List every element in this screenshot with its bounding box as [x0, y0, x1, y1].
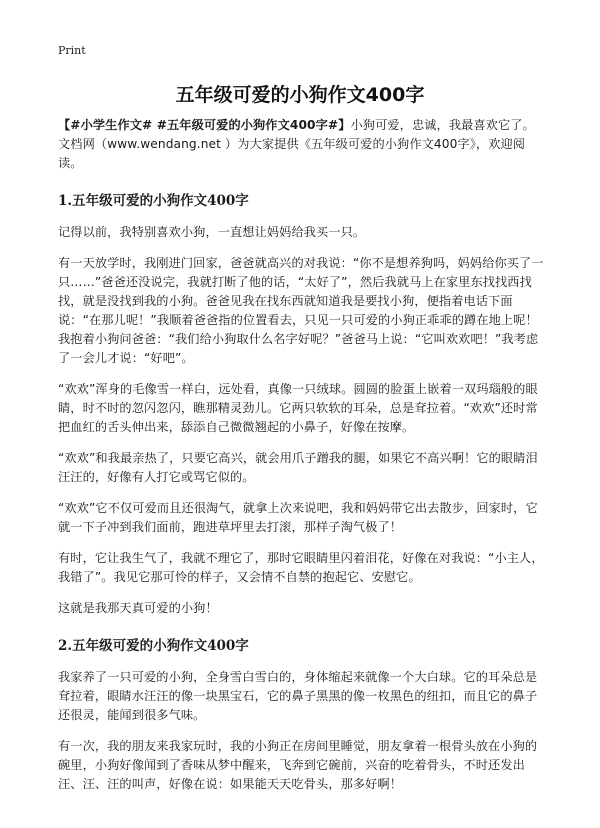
section1-paragraph: “欢欢”浑身的毛像雪一样白，远处看，真像一只绒球。圆圆的脸蛋上嵌着一双玛瑙般的眼睛，时不时的忽闪忽闪，瞧那精灵劲儿。它两只软软的耳朵，总是耷拉着。“欢欢”还时常把血红的舌头伸出来，舔添自己微微翘起的小鼻子，好像在按摩。 [58, 382, 538, 434]
page-title: 五年级可爱的小狗作文400字 [175, 84, 425, 106]
section1-paragraph: “欢欢”它不仅可爱而且还很淘气，就拿上次来说吧，我和妈妈带它出去散步，回家时，它就一下子冲到我们面前，跑进草坪里去打滚，那样子淘气极了！ [58, 501, 538, 534]
section2-heading: 2.五年级可爱的小狗作文400字 [58, 638, 249, 654]
print-label: Print [58, 44, 86, 57]
section2-paragraph: 我家养了一只可爱的小狗，全身雪白雪白的，身体缩起来就像一个大白球。它的耳朵总是耷拉着，眼睛水汪汪的像一块黑宝石，它的鼻子黑黑的像一枚黑色的纽扣，而且它的鼻子还很灵，能闻到很多气味。 [58, 670, 538, 722]
intro-text: 小狗可爱，忠诚，我最喜欢它了。文档网（www.wendang.net ）为大家提供《五年级可爱的小狗作文400字》，欢迎阅读。 [58, 118, 535, 170]
section1-heading: 1.五年级可爱的小狗作文400字 [58, 193, 249, 209]
intro-paragraph [58, 116, 544, 173]
section1-paragraph: 有一天放学时，我刚进门回家，爸爸就高兴的对我说：“你不是想养狗吗，妈妈给你买了一只……”爸爸还没说完，我就打断了他的话，“太好了”，然后我就马上在家里东找找西找找，就是没找到我的小狗。爸爸见我在找东西就知道我是要找小狗，便指着电话下面说：“在那儿呢！”我顺着爸爸指的位置看去，只见一只可爱的小狗正乖乖的蹲在地上呢！我抱着小狗问爸爸：“我们给小狗取什么名字好呢？”爸爸马上说：“它叫欢欢吧！”我考虑了一会儿才说：“好吧”。 [58, 256, 544, 365]
section1-paragraph: 有时，它让我生气了，我就不理它了，那时它眼睛里闪着泪花，好像在对我说：“小主人，我错了”。我见它那可怜的样子，又会情不自禁的抱起它、安慰它。 [58, 551, 544, 584]
section1-paragraph: 这就是我那天真可爱的小狗！ [58, 601, 218, 615]
section2-paragraph: 有一次，我的朋友来我家玩时，我的小狗正在房间里睡觉，朋友拿着一根骨头放在小狗的碗里，小狗好像闻到了香味从梦中醒来，飞奔到它碗前，兴奋的吃着骨头，不时还发出汪、汪、汪的叫声，好像在说：如果能天天吃骨头，那多好啊！ [58, 739, 538, 791]
intro-lead: 【#小学生作文# #五年级可爱的小狗作文400字#】 [58, 118, 351, 132]
section1-paragraph: “欢欢”和我最亲热了，只要它高兴，就会用爪子蹭我的腿，如果它不高兴啊！它的眼睛泪汪汪的，好像有人打它或骂它似的。 [58, 451, 538, 484]
document-body [58, 116, 544, 806]
section1-paragraph: 记得以前，我特别喜欢小狗，一直想让妈妈给我买一只。 [58, 225, 366, 239]
